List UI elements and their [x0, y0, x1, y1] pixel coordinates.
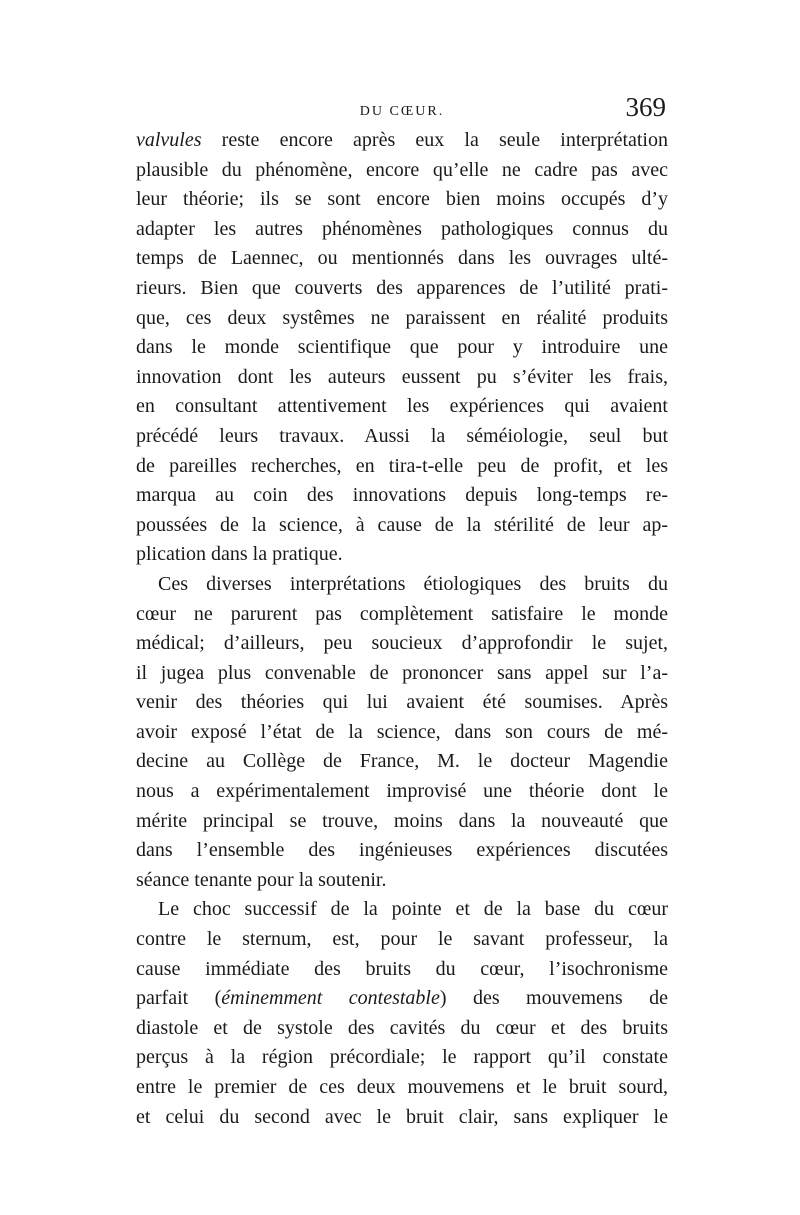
text-segment: temps de Laennec, ou mentionnés dans les ouvrages ulté- [136, 247, 668, 270]
text-line [136, 422, 668, 452]
text-segment: poussées de la science, à cause de la stérilité de leur ap- [136, 513, 668, 536]
text-segment: cœur ne parurent pas complètement satisfaire le monde [136, 602, 668, 625]
text-line [136, 304, 668, 334]
text-segment: adapter les autres phénomènes pathologiques connus du [136, 217, 668, 240]
text-segment: plication dans la pratique. [136, 543, 343, 566]
text-line [136, 570, 668, 600]
italic-text: éminemment contestable [221, 987, 440, 1010]
text-segment: contre le sternum, est, pour le savant professeur, la [136, 928, 668, 951]
text-segment: avoir exposé l’état de la science, dans son cours de mé- [136, 720, 668, 743]
text-line [136, 481, 668, 511]
text-segment: précédé leurs travaux. Aussi la séméiologie, seul but [136, 424, 668, 447]
text-line [136, 925, 668, 955]
text-line [136, 511, 668, 541]
text-line [136, 156, 668, 186]
text-line [136, 452, 668, 482]
text-segment: que, ces deux systêmes ne paraissent en réalité produits [136, 306, 668, 329]
text-segment: parfait ( [136, 987, 222, 1010]
body-text [136, 126, 668, 1132]
text-line [136, 333, 668, 363]
text-line [136, 363, 668, 393]
text-segment: mérite principal se trouve, moins dans la nouveauté que [136, 809, 668, 832]
text-line [136, 1103, 668, 1133]
text-segment: plausible du phénomène, encore qu’elle ne cadre pas avec [136, 158, 668, 181]
paragraph [136, 570, 668, 896]
text-line [136, 955, 668, 985]
text-line [136, 1014, 668, 1044]
text-segment: dans le monde scientifique que pour y introduire une [136, 336, 668, 359]
text-segment: nous a expérimentalement improvisé une théorie dont le [136, 780, 668, 803]
text-segment: dans l’ensemble des ingénieuses expériences discutées [136, 839, 668, 862]
text-segment: innovation dont les auteurs eussent pu s’éviter les frais, [136, 365, 668, 388]
text-line [136, 600, 668, 630]
text-segment: decine au Collège de France, M. le docteur Magendie [136, 750, 668, 773]
text-line [136, 540, 668, 570]
text-segment: entre le premier de ces deux mouvemens et le bruit sourd, [136, 1076, 668, 1098]
text-segment: diastole et de systole des cavités du cœur et des bruits [136, 1016, 668, 1039]
text-line [136, 984, 668, 1014]
text-line [136, 718, 668, 748]
text-line [136, 629, 668, 659]
text-line [136, 1073, 668, 1103]
text-segment: Le choc successif de la pointe et de la base du cœur [158, 898, 668, 921]
text-line [136, 777, 668, 807]
text-line [136, 185, 668, 215]
text-line [136, 688, 668, 718]
text-segment: et celui du second avec le bruit clair, sans expliquer le [136, 1105, 668, 1128]
text-segment: reste encore après eux la seule interprétation [201, 129, 668, 151]
text-segment: il jugea plus convenable de prononcer sans appel sur l’a- [136, 661, 668, 684]
text-line [136, 215, 668, 245]
text-segment: médical; d’ailleurs, peu soucieux d’approfondir le sujet, [136, 632, 668, 655]
text-line [136, 274, 668, 304]
text-segment: rieurs. Bien que couverts des apparences de l’utilité prati- [136, 276, 668, 299]
text-line [136, 659, 668, 689]
page-number: 369 [625, 92, 666, 122]
text-segment: venir des théories qui lui avaient été soumises. Après [136, 691, 668, 714]
text-line [136, 866, 668, 896]
text-segment: séance tenante pour la soutenir. [136, 868, 387, 891]
italic-text: valvules [136, 129, 202, 151]
text-segment: de pareilles recherches, en tira-t-elle peu de profit, et les [136, 454, 668, 477]
text-line [136, 244, 668, 274]
paragraph [136, 895, 668, 1132]
text-line [136, 895, 668, 925]
text-line [136, 1043, 668, 1073]
text-line [136, 392, 668, 422]
text-segment: leur théorie; ils se sont encore bien moins occupés d’y [136, 188, 668, 211]
text-segment: en consultant attentivement les expériences qui avaient [136, 395, 668, 418]
text-line [136, 747, 668, 777]
text-segment: ) des mouvemens de [439, 987, 668, 1010]
text-line [136, 807, 668, 837]
running-head-title: DU CŒUR. [359, 104, 445, 119]
text-line [136, 126, 668, 156]
running-head [136, 92, 668, 128]
text-segment: Ces diverses interprétations étiologiques des bruits du [158, 572, 668, 595]
paragraph [136, 126, 668, 570]
text-segment: cause immédiate des bruits du cœur, l’isochronisme [136, 957, 668, 980]
text-segment: marqua au coin des innovations depuis long-temps re- [136, 484, 668, 507]
text-segment: perçus à la région précordiale; le rapport qu’il constate [136, 1046, 668, 1069]
text-line [136, 836, 668, 866]
